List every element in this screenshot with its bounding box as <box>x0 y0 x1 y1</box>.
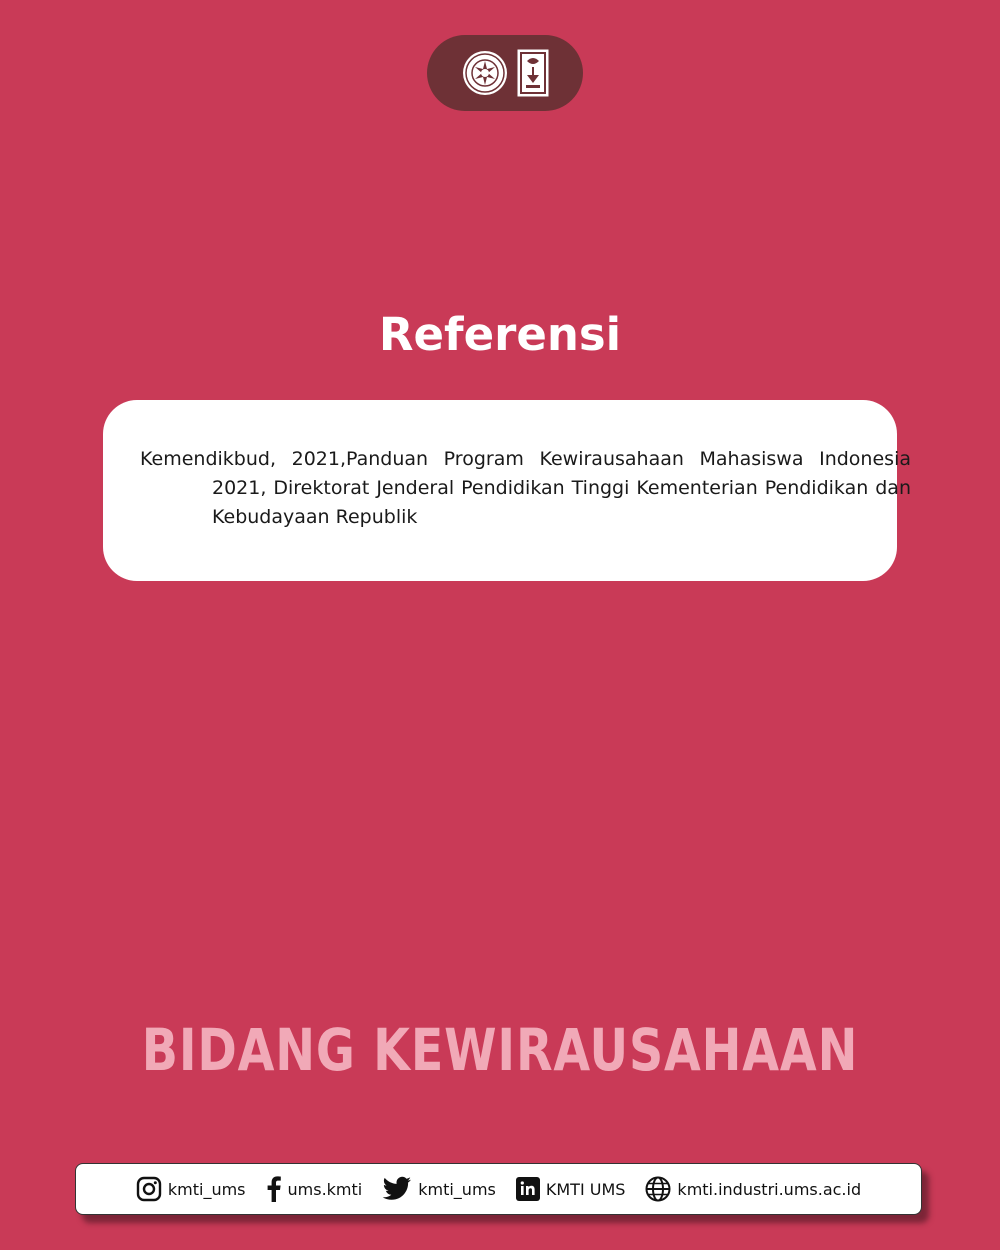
facebook-handle: ums.kmti <box>287 1179 363 1199</box>
globe-icon <box>645 1176 671 1202</box>
instagram-handle: kmti_ums <box>167 1179 246 1199</box>
social-linkedin[interactable] <box>516 1177 626 1201</box>
social-facebook[interactable] <box>266 1176 363 1202</box>
division-name: BIDANG KEWIRAUSAHAAN <box>141 1016 859 1084</box>
logo-badge <box>427 35 583 111</box>
linkedin-handle: KMTI UMS <box>545 1179 626 1199</box>
social-instagram[interactable] <box>136 1176 246 1202</box>
social-website[interactable] <box>645 1176 861 1202</box>
social-twitter[interactable] <box>382 1176 496 1202</box>
twitter-icon <box>382 1176 412 1202</box>
facebook-icon <box>266 1176 282 1202</box>
reference-entry: Kemendikbud, 2021,Panduan Program Kewirausahaan Mahasiswa Indonesia 2021, Direktorat Jenderal Pendidikan Tinggi Kementerian Pendidikan dan Kebudayaan Republik <box>140 448 911 528</box>
website-url: kmti.industri.ums.ac.id <box>677 1179 862 1199</box>
reference-card <box>103 400 911 581</box>
linkedin-icon <box>516 1177 540 1201</box>
twitter-handle: kmti_ums <box>418 1179 496 1199</box>
page-title: Referensi <box>378 308 622 361</box>
university-seal-logo <box>461 49 509 97</box>
instagram-icon <box>136 1176 162 1202</box>
social-media-bar <box>75 1163 922 1215</box>
faculty-logo <box>517 49 549 97</box>
